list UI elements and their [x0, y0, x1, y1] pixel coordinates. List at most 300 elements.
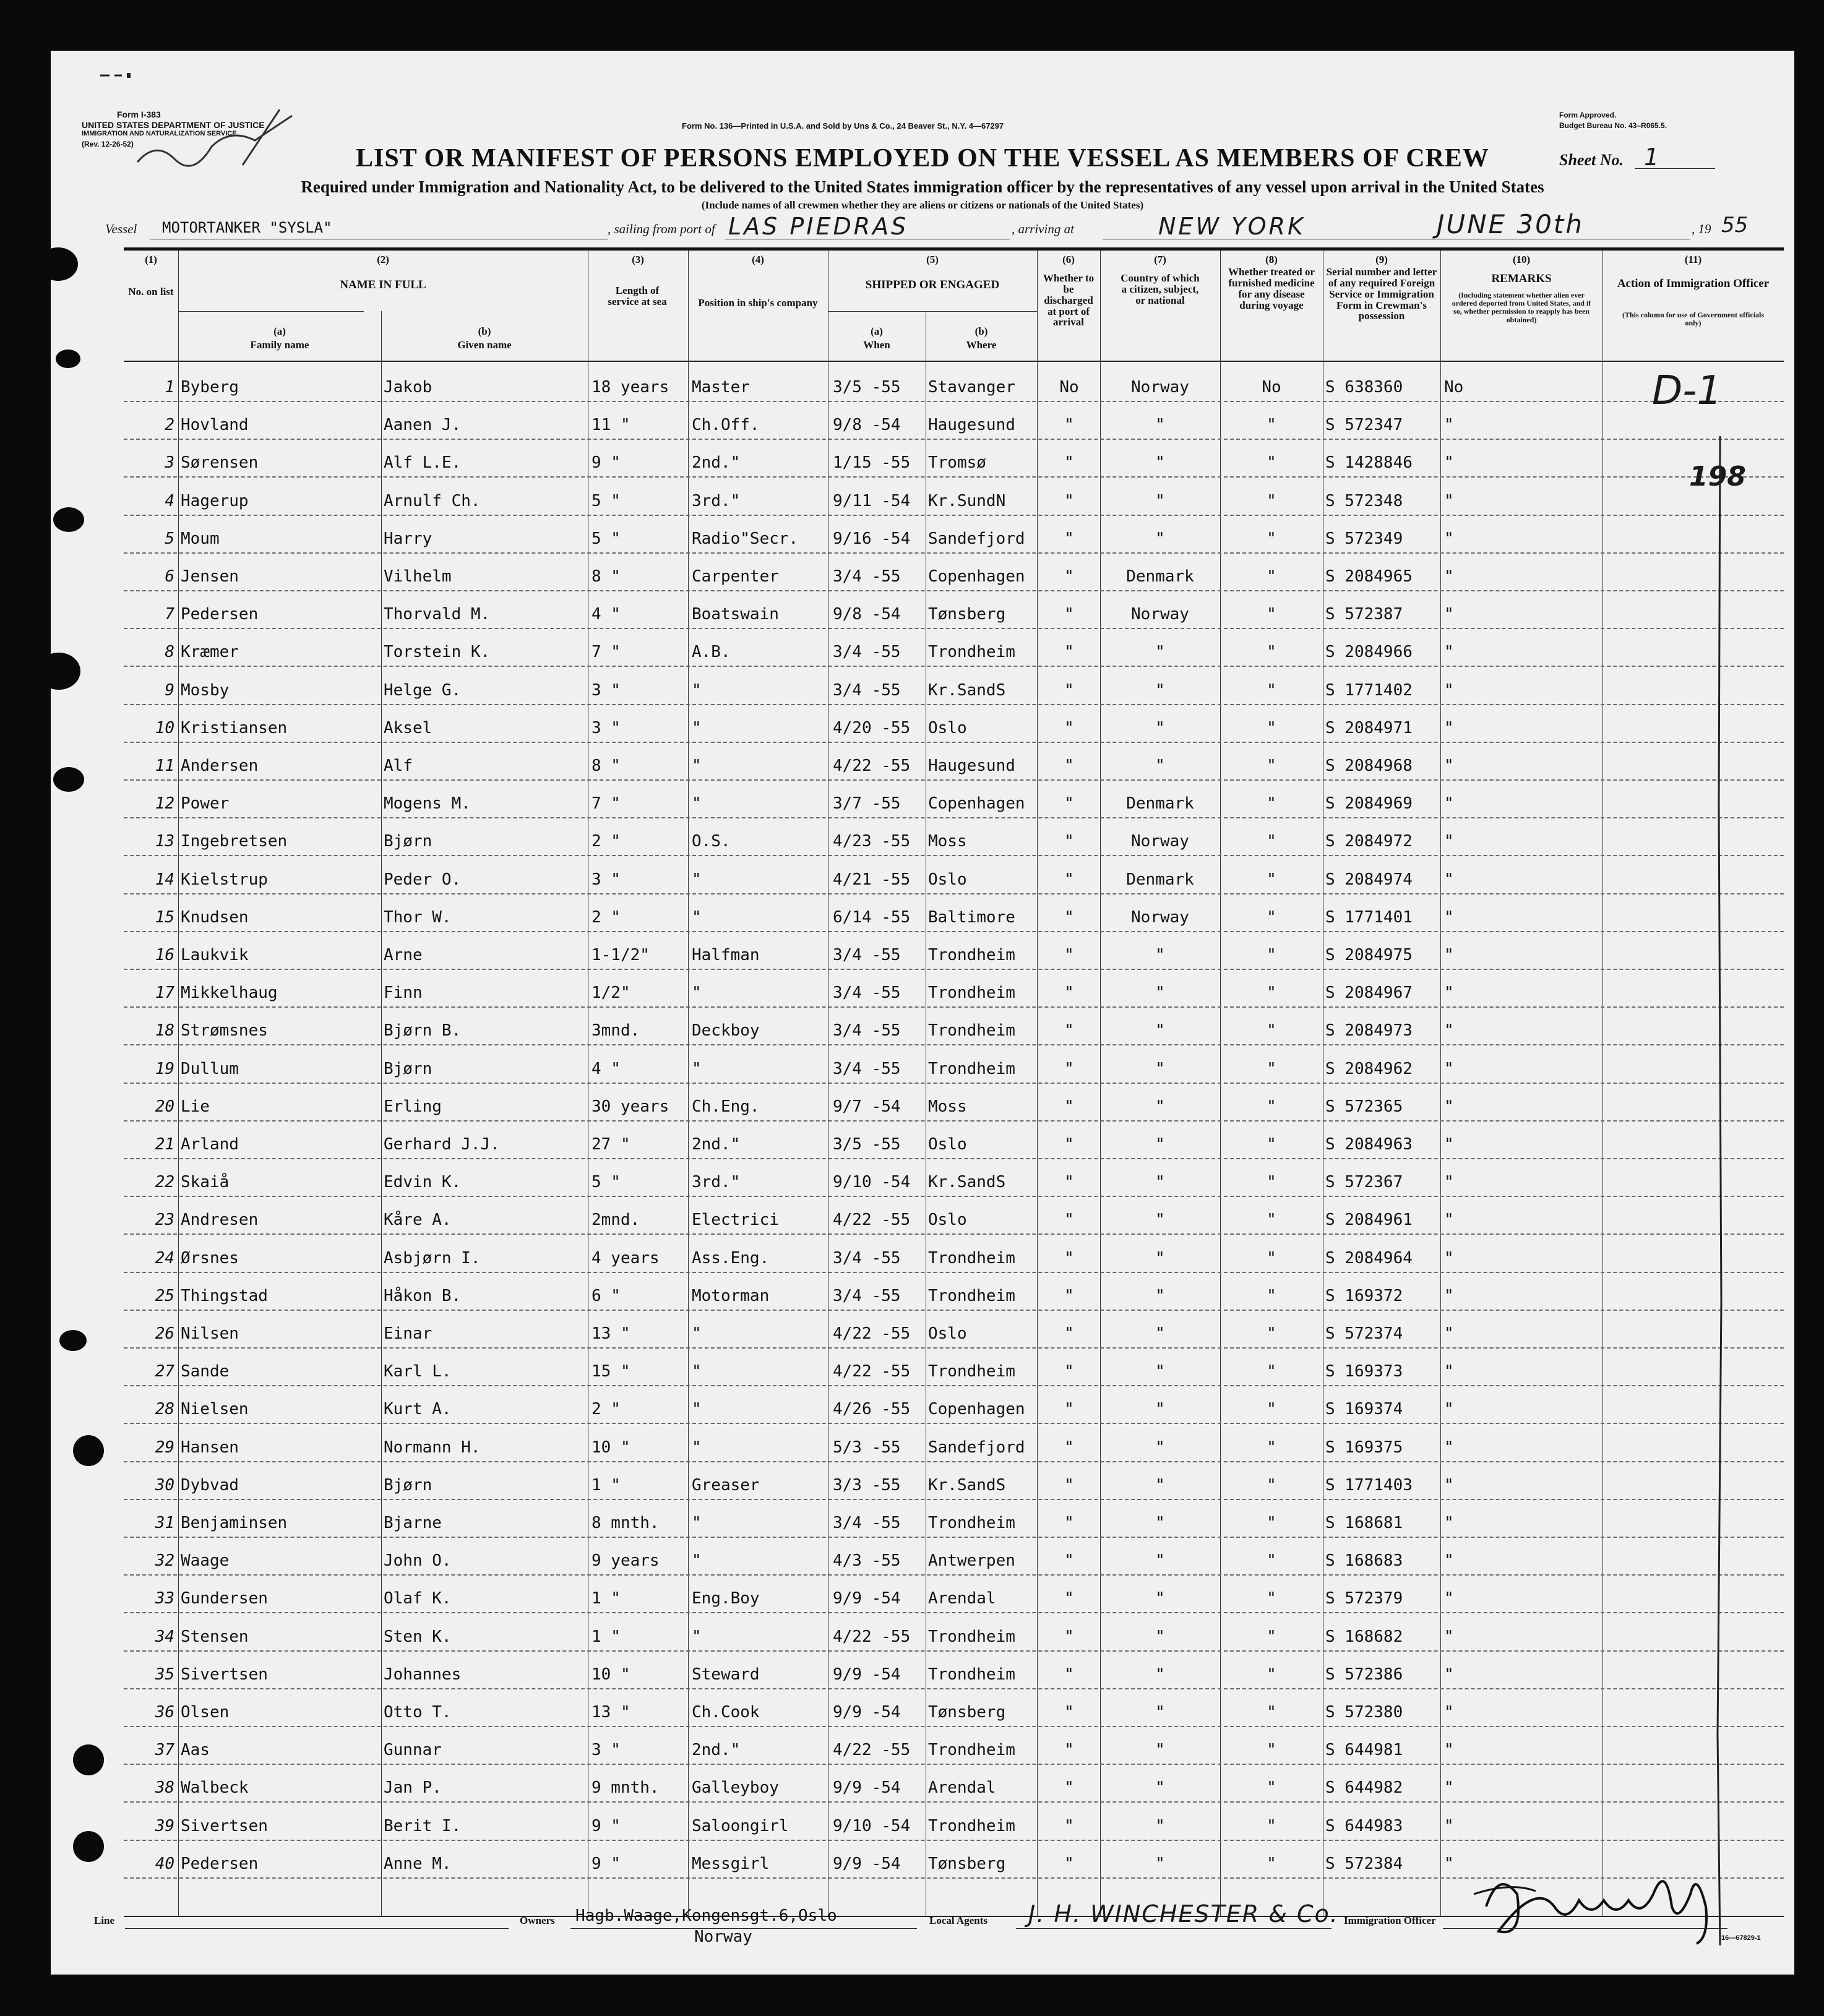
serial-number: S 2084965 [1325, 567, 1413, 586]
remarks: " [1444, 1324, 1454, 1343]
country: " [1155, 529, 1165, 548]
medicine: " [1267, 1778, 1276, 1798]
engaged-when: 4/20 -55 [833, 718, 911, 737]
serial-number: S 168683 [1325, 1551, 1403, 1571]
engaged-where: Kr.SandS [928, 1475, 1006, 1495]
engaged-when: 4/26 -55 [833, 1400, 911, 1419]
medicine: " [1267, 643, 1276, 662]
family-name: Dullum [181, 1059, 239, 1078]
punch-hole-icon [59, 1330, 87, 1351]
row-number: 1 [165, 378, 174, 397]
medicine: " [1267, 1059, 1276, 1078]
serial-number: S 644981 [1325, 1741, 1403, 1760]
engaged-where: Arendal [928, 1589, 996, 1608]
col-remarks-note: (Including statement whether alien ever ordered deported from United States, and if so, whether permission to reapply has been obtained) [1452, 291, 1591, 324]
table-row [124, 363, 1784, 402]
medicine: " [1267, 680, 1276, 700]
position: " [692, 757, 702, 775]
position: Electrici [692, 1211, 779, 1230]
serial-number: S 2084973 [1325, 1021, 1413, 1040]
table-row [124, 1650, 1784, 1689]
engaged-when: 9/9 -54 [833, 1665, 901, 1684]
service-length: 30 years [592, 1097, 669, 1116]
service-length: 3 " [592, 680, 621, 700]
family-name: Laukvik [181, 946, 249, 964]
discharged: " [1064, 946, 1074, 964]
engaged-when: 6/14 -55 [833, 907, 911, 927]
position: 2nd." [692, 1135, 741, 1154]
given-name: Bjarne [384, 1514, 442, 1532]
table-row [124, 893, 1784, 932]
service-length: 2 " [592, 907, 621, 927]
family-name: Moum [181, 529, 220, 548]
given-name: Sten K. [384, 1627, 452, 1646]
row-number: 6 [165, 567, 174, 586]
country: Denmark [1126, 567, 1194, 586]
family-name: Kielstrup [181, 870, 268, 889]
line-underline [125, 1928, 509, 1929]
discharged: " [1064, 567, 1074, 586]
position: 3rd." [692, 491, 741, 510]
country: Norway [1131, 907, 1189, 927]
serial-number: S 1771403 [1325, 1475, 1413, 1495]
discharged: " [1064, 1059, 1074, 1078]
action-mark: D-1 [1652, 368, 1723, 414]
remarks: " [1444, 1286, 1454, 1305]
engaged-when: 3/4 -55 [833, 1514, 901, 1532]
discharged: " [1064, 1703, 1074, 1722]
remarks: " [1444, 718, 1454, 737]
medicine: " [1267, 1173, 1276, 1192]
service-length: 1-1/2" [592, 946, 650, 964]
discharged: " [1064, 416, 1074, 435]
table-row [124, 742, 1784, 781]
vessel-name: MOTORTANKER "SYSLA" [162, 219, 332, 236]
remarks: " [1444, 1400, 1454, 1419]
owners-value: Hagb.Waage,Kongensgt.6,Oslo [575, 1907, 837, 1925]
punch-hole-icon [73, 1831, 104, 1862]
engaged-when: 9/7 -54 [833, 1097, 901, 1116]
given-name: Johannes [384, 1665, 462, 1684]
table-row [124, 1234, 1784, 1273]
punch-hole-icon [53, 767, 84, 792]
engaged-when: 4/22 -55 [833, 1627, 911, 1646]
discharged: " [1064, 1665, 1074, 1684]
engaged-where: Stavanger [928, 378, 1015, 397]
service-length: 13 " [592, 1703, 630, 1722]
table-row [124, 1613, 1784, 1652]
serial-number: S 638360 [1325, 378, 1403, 397]
year-prefix: , 19 [1692, 221, 1711, 236]
family-name: Sande [181, 1362, 230, 1381]
engaged-when: 9/9 -54 [833, 1703, 901, 1722]
discharged: " [1064, 984, 1074, 1003]
agents-underline [1016, 1928, 1331, 1929]
table-row [124, 552, 1784, 591]
remarks: " [1444, 453, 1454, 473]
table-row [124, 1802, 1784, 1841]
engaged-where: Sandefjord [928, 529, 1025, 548]
given-name: Thorvald M. [384, 605, 491, 624]
vessel-label: Vessel [105, 221, 137, 236]
engaged-when: 4/22 -55 [833, 1211, 911, 1230]
discharged: " [1064, 718, 1074, 737]
remarks: " [1444, 946, 1454, 964]
country: " [1155, 1135, 1165, 1154]
family-name: Knudsen [181, 907, 249, 927]
serial-number: S 2084968 [1325, 757, 1413, 775]
country: Norway [1131, 605, 1189, 624]
engaged-when: 3/4 -55 [833, 567, 901, 586]
position: Saloongirl [692, 1816, 789, 1835]
table-row [124, 666, 1784, 705]
engaged-where: Trondheim [928, 1059, 1015, 1078]
remarks: " [1444, 643, 1454, 662]
service-length: 13 " [592, 1324, 630, 1343]
engaged-when: 4/22 -55 [833, 757, 911, 775]
country: " [1155, 1173, 1165, 1192]
given-name: Jakob [384, 378, 432, 397]
serial-number: S 1771402 [1325, 680, 1413, 700]
medicine: " [1267, 491, 1276, 510]
given-name: Anne M. [384, 1854, 452, 1873]
service-length: 1/2" [592, 984, 630, 1003]
country: " [1155, 1097, 1165, 1116]
engaged-when: 4/22 -55 [833, 1741, 911, 1760]
engaged-where: Oslo [928, 870, 967, 889]
engaged-where: Baltimore [928, 907, 1015, 927]
given-name: Otto T. [384, 1703, 452, 1722]
col-position-label: Position in ship's company [698, 297, 818, 309]
engaged-where: Trondheim [928, 1021, 1015, 1040]
position: A.B. [692, 643, 731, 662]
col-serial-label: Serial number and letter of any required Foreign Service or Immigration Form in Crewman's possession [1326, 266, 1437, 322]
discharged: " [1064, 1475, 1074, 1495]
serial-number: S 572349 [1325, 529, 1403, 548]
family-name: Andresen [181, 1211, 259, 1230]
position: Motorman [692, 1286, 770, 1305]
given-name: Aanen J. [384, 416, 462, 435]
remarks: " [1444, 832, 1454, 851]
table-row [124, 1196, 1784, 1235]
serial-number: S 572384 [1325, 1854, 1403, 1873]
family-name: Nilsen [181, 1324, 239, 1343]
row-number: 4 [165, 491, 174, 510]
given-name: Kurt A. [384, 1400, 452, 1419]
service-length: 18 years [592, 378, 669, 397]
row-number: 10 [155, 718, 174, 737]
service-length: 8 " [592, 757, 621, 775]
given-name: Bjørn [384, 1475, 432, 1495]
country: Norway [1131, 832, 1189, 851]
serial-number: S 2084962 [1325, 1059, 1413, 1078]
country: Denmark [1126, 870, 1194, 889]
country: " [1155, 1665, 1165, 1684]
medicine: " [1267, 1438, 1276, 1457]
serial-number: S 572379 [1325, 1589, 1403, 1608]
punch-hole-icon [73, 1744, 104, 1775]
service-length: 3mnd. [592, 1021, 640, 1040]
discharged: " [1064, 1627, 1074, 1646]
table-row [124, 477, 1784, 516]
serial-number: S 168682 [1325, 1627, 1403, 1646]
medicine: " [1267, 1816, 1276, 1835]
col-medicine-label: Whether treated or furnished medicine for any disease during voyage [1228, 266, 1315, 311]
medicine: " [1267, 1362, 1276, 1381]
row-number: 9 [165, 680, 174, 700]
remarks: " [1444, 1059, 1454, 1078]
service-length: 1 " [592, 1475, 621, 1495]
departure-port: LAS PIEDRAS [728, 213, 909, 240]
family-name: Lie [181, 1097, 210, 1116]
remarks: " [1444, 984, 1454, 1003]
country: " [1155, 1854, 1165, 1873]
remarks: " [1444, 416, 1454, 435]
given-name: Asbjørn I. [384, 1248, 481, 1268]
serial-number: S 644983 [1325, 1816, 1403, 1835]
col-when-label: When [863, 339, 890, 351]
row-number: 32 [155, 1551, 174, 1571]
family-name: Walbeck [181, 1778, 249, 1798]
country: " [1155, 680, 1165, 700]
row-number: 16 [155, 946, 174, 964]
serial-number: S 2084971 [1325, 718, 1413, 737]
family-name: Mikkelhaug [181, 984, 278, 1003]
given-name: Karl L. [384, 1362, 452, 1381]
arrival-date: JUNE 30th [1437, 209, 1584, 239]
row-number: 12 [155, 794, 174, 813]
discharged: " [1064, 870, 1074, 889]
serial-number: S 644982 [1325, 1778, 1403, 1798]
given-name: Jan P. [384, 1778, 442, 1798]
medicine: " [1267, 1589, 1276, 1608]
engaged-where: Oslo [928, 718, 967, 737]
engaged-when: 4/3 -55 [833, 1551, 901, 1571]
engaged-when: 4/22 -55 [833, 1362, 911, 1381]
sheet-label: Sheet No. [1559, 151, 1624, 169]
position: " [692, 907, 702, 927]
punch-hole-icon [38, 247, 78, 281]
family-name: Skaiå [181, 1173, 230, 1192]
position: Ch.Eng. [692, 1097, 760, 1116]
punch-hole-icon [53, 507, 84, 532]
given-name: Normann H. [384, 1438, 481, 1457]
position: " [692, 1514, 702, 1532]
col-length-label: Length of service at sea [608, 285, 667, 307]
service-length: 1 " [592, 1627, 621, 1646]
row-number: 17 [155, 984, 174, 1003]
medicine: " [1267, 1703, 1276, 1722]
engaged-where: Trondheim [928, 1627, 1015, 1646]
family-name: Sivertsen [181, 1816, 268, 1835]
family-name: Olsen [181, 1703, 230, 1722]
department-line: UNITED STATES DEPARTMENT OF JUSTICE [82, 120, 265, 130]
serial-number: S 2084963 [1325, 1135, 1413, 1154]
discharged: " [1064, 1854, 1074, 1873]
table-row [124, 590, 1784, 629]
engaged-where: Kr.SundN [928, 491, 1006, 510]
engaged-where: Haugesund [928, 757, 1015, 775]
table-row [124, 1726, 1784, 1765]
medicine: " [1267, 605, 1276, 624]
remarks: " [1444, 605, 1454, 624]
remarks: " [1444, 1097, 1454, 1116]
service-length: 15 " [592, 1362, 630, 1381]
service-line: IMMIGRATION AND NATURALIZATION SERVICE [82, 130, 237, 137]
row-number: 19 [155, 1059, 174, 1078]
family-name: Strømsnes [181, 1021, 268, 1040]
discharged: " [1064, 1741, 1074, 1760]
row-number: 22 [155, 1173, 174, 1192]
serial-number: S 169374 [1325, 1400, 1403, 1419]
remarks: " [1444, 1211, 1454, 1230]
country: " [1155, 757, 1165, 775]
row-number: 26 [155, 1324, 174, 1343]
engaged-where: Antwerpen [928, 1551, 1015, 1571]
engaged-where: Trondheim [928, 1362, 1015, 1381]
table-row [124, 1347, 1784, 1386]
serial-number: S 2084969 [1325, 794, 1413, 813]
family-name: Hagerup [181, 491, 249, 510]
serial-number: S 572387 [1325, 605, 1403, 624]
medicine: " [1267, 718, 1276, 737]
service-length: 9 mnth. [592, 1778, 660, 1798]
discharged: " [1064, 1021, 1074, 1040]
position: Master [692, 378, 750, 397]
remarks: " [1444, 1514, 1454, 1532]
country: " [1155, 1589, 1165, 1608]
discharged: " [1064, 757, 1074, 775]
officer-underline [1443, 1928, 1727, 1929]
owners-country: Norway [694, 1928, 752, 1946]
arriving-label: , arriving at [1012, 221, 1074, 236]
country: " [1155, 1324, 1165, 1343]
remarks: " [1444, 907, 1454, 927]
engaged-when: 9/9 -54 [833, 1778, 901, 1798]
country: " [1155, 1778, 1165, 1798]
medicine: " [1267, 794, 1276, 813]
discharged: " [1064, 1211, 1074, 1230]
serial-number: S 572386 [1325, 1665, 1403, 1684]
given-name: Vilhelm [384, 567, 452, 586]
col-name-label: NAME IN FULL [340, 278, 426, 291]
table-row [124, 439, 1784, 478]
country: " [1155, 718, 1165, 737]
family-name: Mosby [181, 680, 230, 700]
discharged: " [1064, 1400, 1074, 1419]
country: " [1155, 1286, 1165, 1305]
row-number: 35 [155, 1665, 174, 1684]
table-row [124, 401, 1784, 440]
medicine: " [1267, 453, 1276, 473]
country: " [1155, 984, 1165, 1003]
service-length: 11 " [592, 416, 630, 435]
family-name: Nielsen [181, 1400, 249, 1419]
country: " [1155, 643, 1165, 662]
position: Radio"Secr. [692, 529, 799, 548]
position: Galleyboy [692, 1778, 779, 1798]
discharged: " [1064, 529, 1074, 548]
given-name: Kåre A. [384, 1211, 452, 1230]
country: " [1155, 1362, 1165, 1381]
remarks: " [1444, 1173, 1454, 1192]
service-length: 3 " [592, 870, 621, 889]
form-number: Form I-383 [117, 109, 161, 119]
position: 2nd." [692, 453, 741, 473]
row-number: 31 [155, 1514, 174, 1532]
service-length: 10 " [592, 1438, 630, 1457]
engaged-where: Oslo [928, 1211, 967, 1230]
serial-number: S 169372 [1325, 1286, 1403, 1305]
engaged-when: 9/11 -54 [833, 491, 911, 510]
family-name: Ingebretsen [181, 832, 288, 851]
engaged-when: 5/3 -55 [833, 1438, 901, 1457]
discharged: " [1064, 794, 1074, 813]
discharged: " [1064, 1286, 1074, 1305]
engaged-when: 9/10 -54 [833, 1816, 911, 1835]
country: " [1155, 491, 1165, 510]
engaged-when: 4/22 -55 [833, 1324, 911, 1343]
position: Eng.Boy [692, 1589, 760, 1608]
col-no-label: No. on list [128, 286, 174, 298]
service-length: 8 " [592, 567, 621, 586]
position: " [692, 870, 702, 889]
country: " [1155, 1627, 1165, 1646]
medicine: " [1267, 1211, 1276, 1230]
country: " [1155, 1059, 1165, 1078]
position: " [692, 718, 702, 737]
budget-line: Budget Bureau No. 43–R065.5. [1559, 121, 1667, 130]
include-note: (Include names of all crewmen whether they are aliens or citizens or nationals of the United States) [701, 199, 1144, 211]
given-name: Thor W. [384, 907, 452, 927]
table-row [124, 1423, 1784, 1462]
family-name: Pedersen [181, 1854, 259, 1873]
engaged-where: Copenhagen [928, 1400, 1025, 1419]
col-where-label: Where [966, 339, 997, 351]
table-row [124, 1688, 1784, 1727]
col-discharged-label: Whether to be discharged at port of arrival [1043, 272, 1095, 328]
medicine: " [1267, 984, 1276, 1003]
table-row [124, 1083, 1784, 1122]
engaged-where: Moss [928, 1097, 967, 1116]
engaged-where: Arendal [928, 1778, 996, 1798]
position: Steward [692, 1665, 760, 1684]
row-number: 13 [155, 832, 174, 851]
engaged-when: 1/15 -55 [833, 453, 911, 473]
position: " [692, 680, 702, 700]
row-number: 23 [155, 1211, 174, 1230]
given-name: Edvin K. [384, 1173, 462, 1192]
remarks: " [1444, 1854, 1454, 1873]
row-number: 2 [165, 416, 174, 435]
serial-number: S 572374 [1325, 1324, 1403, 1343]
family-name: Stensen [181, 1627, 249, 1646]
discharged: " [1064, 1551, 1074, 1571]
table-row [124, 1006, 1784, 1045]
discharged: " [1064, 1135, 1074, 1154]
service-length: 7 " [592, 794, 621, 813]
owners-underline [570, 1928, 917, 1929]
serial-number: S 572367 [1325, 1173, 1403, 1192]
remarks: " [1444, 757, 1454, 775]
remarks: " [1444, 1248, 1454, 1268]
medicine: " [1267, 529, 1276, 548]
row-number: 29 [155, 1438, 174, 1457]
family-name: Sivertsen [181, 1665, 268, 1684]
position: " [692, 1362, 702, 1381]
remarks: " [1444, 680, 1454, 700]
engaged-when: 3/4 -55 [833, 1059, 901, 1078]
